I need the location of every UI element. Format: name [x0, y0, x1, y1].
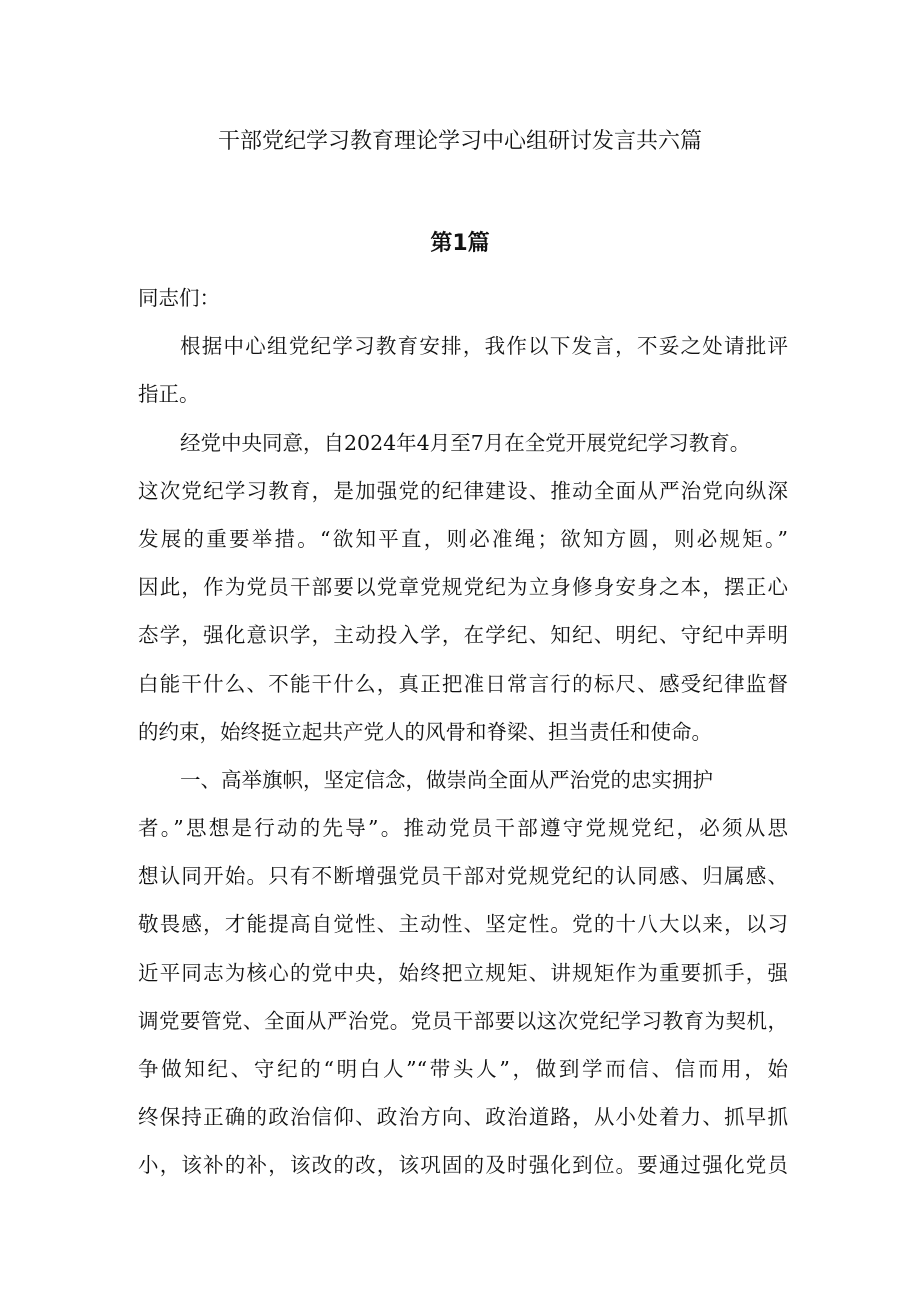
body-line: 争做知纪、守纪的“明白人”“带头人”，做到学而信、信而用，始	[138, 1057, 788, 1081]
body-line: 经党中央同意，自2024年4月至7月在全党开展党纪学习教育。	[180, 430, 751, 455]
body-line: 敬畏感，才能提高自觉性、主动性、坚定性。党的十八大以来，以习	[138, 912, 788, 937]
body-line: 态学，强化意识学，主动投入学，在学纪、知纪、明纪、守纪中弄明	[138, 623, 788, 648]
body-line: 根据中心组党纪学习教育安排，我作以下发言，不妥之处请批评	[180, 334, 788, 359]
section-title: 第1篇	[430, 231, 490, 256]
body-line: 指正。	[138, 382, 200, 407]
body-line: 者。”思想是行动的先导”。推动党员干部遵守党规党纪，必须从思	[138, 816, 788, 841]
body-line: 终保持正确的政治信仰、政治方向、政治道路，从小处着力、抓早抓	[138, 1105, 788, 1130]
body-line: 想认同开始。只有不断增强党员干部对党规党纪的认同感、归属感、	[138, 864, 788, 889]
body-line: 一、高举旗帜，坚定信念，做崇尚全面从严治党的忠实拥护	[180, 767, 713, 792]
body-line: 调党要管党、全面从严治党。党员干部要以这次党纪学习教育为契机，	[138, 1008, 788, 1033]
body-line: 小，该补的补，该改的改，该巩固的及时强化到位。要通过强化党员	[138, 1153, 788, 1178]
body-line: 白能干什么、不能干什么，真正把准日常言行的标尺、感受纪律监督	[138, 671, 788, 696]
document-title: 干部党纪学习教育理论学习中心组研讨发言共六篇	[217, 129, 702, 154]
body-line: 发展的重要举措。“欲知平直，则必准绳；欲知方圆，则必规矩。”	[138, 526, 788, 551]
body-line: 这次党纪学习教育，是加强党的纪律建设、推动全面从严治党向纵深	[138, 478, 788, 503]
document-body	[138, 274, 788, 1190]
body-line: 同志们：	[138, 286, 220, 310]
body-line: 近平同志为核心的党中央，始终把立规矩、讲规矩作为重要抓手，强	[138, 960, 788, 985]
body-line: 的约束，始终挺立起共产党人的风骨和脊梁、担当责任和使命。	[138, 719, 712, 744]
body-line: 因此，作为党员干部要以党章党规党纪为立身修身安身之本，摆正心	[138, 575, 788, 600]
